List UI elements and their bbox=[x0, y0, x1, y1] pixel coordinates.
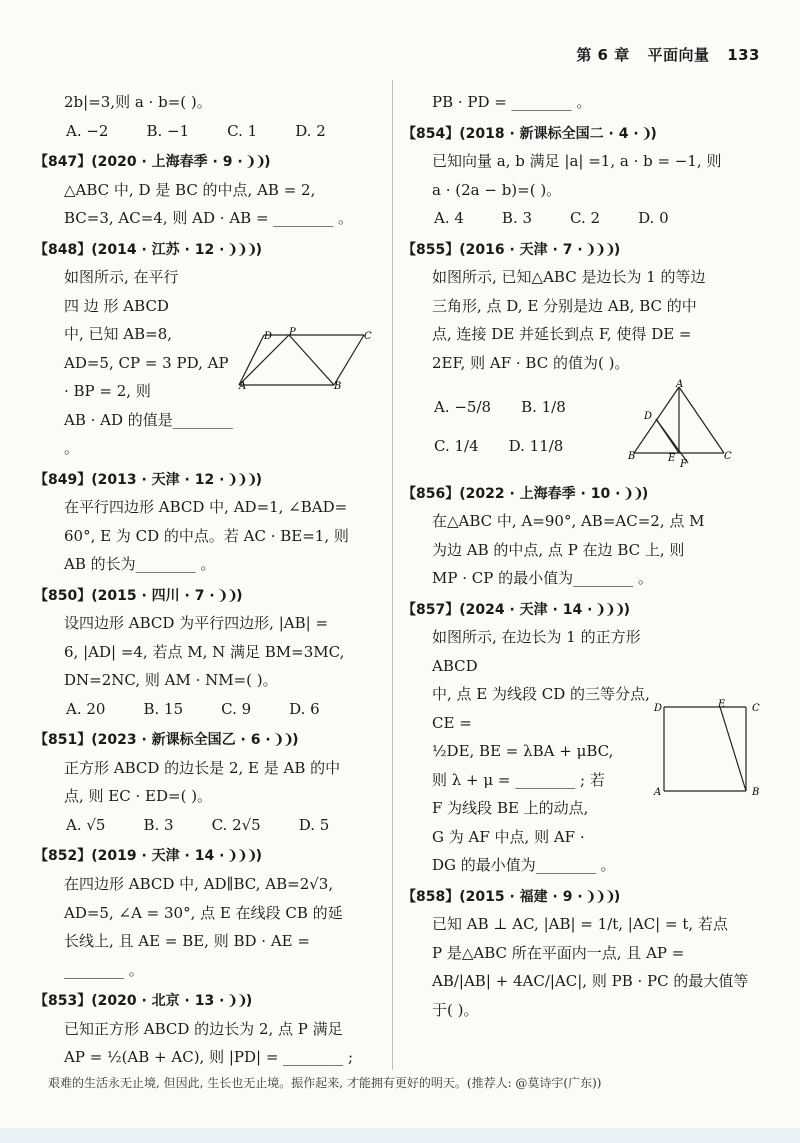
problem-line: 如图所示, 在边长为 1 的正方形 ABCD bbox=[432, 628, 641, 675]
problem-title bbox=[402, 597, 762, 624]
page-number: 133 bbox=[727, 46, 760, 64]
fig857-label-A: A bbox=[654, 786, 662, 797]
problem-line: DN=2NC, 则 AM · NM=( )。 bbox=[64, 671, 278, 690]
problem-source: 【858】(2015 · 福建 · 9 · bbox=[402, 888, 583, 905]
problem-line: 2b|=3,则 a · b=( )。 bbox=[64, 93, 212, 111]
fig848-segment-5 bbox=[289, 335, 334, 385]
problem-title bbox=[34, 843, 374, 870]
choices bbox=[412, 204, 669, 233]
close-paren: ) bbox=[292, 732, 299, 749]
problem-body bbox=[44, 870, 374, 984]
problem-line: 正方形 ABCD 的边长是 2, E 是 AB 的中 bbox=[64, 758, 341, 777]
choice-option: D. 5 bbox=[298, 815, 330, 834]
figure-wrapper bbox=[624, 377, 734, 477]
problem-line: 在△ABC 中, A=90°, AB=AC=2, 点 M bbox=[432, 512, 705, 531]
problem-857 bbox=[402, 597, 762, 880]
problem-title bbox=[34, 988, 374, 1015]
problem-line: 已知向量 a, b 满足 |a| =1, a · b = −1, 则 bbox=[432, 152, 722, 171]
choices bbox=[44, 117, 326, 146]
problem-line: AD=5, CP = 3 PD, AP · BP = 2, 则 bbox=[64, 353, 229, 401]
figure-wrapper bbox=[234, 323, 374, 403]
choice-option: B. 15 bbox=[143, 699, 184, 718]
problem-source: 【848】(2014 · 江苏 · 12 · bbox=[34, 241, 225, 258]
problem-line: 60°, E 为 CD 的中点。若 AC · BE=1, 则 bbox=[64, 526, 349, 545]
problem-line: AB 的长为________ 。 bbox=[64, 555, 216, 574]
choice-option: D. 0 bbox=[638, 209, 669, 228]
choices-row bbox=[44, 117, 374, 146]
bottom-band bbox=[0, 1128, 800, 1143]
close-paren: ) bbox=[255, 848, 263, 865]
difficulty-icon: ❩❩ bbox=[226, 993, 246, 1010]
problem-line: 为边 AB 的中点, 点 P 在边 BC 上, 则 bbox=[432, 540, 685, 559]
problem-line: △ABC 中, D 是 BC 的中点, AB = 2, bbox=[64, 180, 316, 199]
choices-row bbox=[44, 811, 374, 840]
problem-line: ________ 。 bbox=[64, 960, 144, 979]
problem-line: 于( )。 bbox=[432, 1000, 479, 1019]
fig855-label-B: B bbox=[628, 451, 636, 463]
problem-text bbox=[412, 910, 762, 1024]
problem-source: 【854】(2018 · 新课标全国二 · 4 · bbox=[402, 125, 639, 142]
choice-option: A. 20 bbox=[66, 699, 106, 718]
problem-title bbox=[34, 727, 374, 754]
fig855-label-E: E bbox=[668, 453, 676, 465]
choices bbox=[44, 695, 320, 724]
close-paren: ) bbox=[255, 471, 263, 488]
close-paren: ) bbox=[613, 888, 621, 905]
choice-option: D. 2 bbox=[295, 121, 326, 140]
problem-line: 已知 AB ⊥ AC, |AB| = 1/t, |AC| = t, 若点 bbox=[432, 915, 728, 934]
fig855-label-A: A bbox=[676, 379, 684, 391]
problem-source: 【852】(2019 · 天津 · 14 · bbox=[34, 848, 225, 865]
problem-856 bbox=[402, 481, 762, 593]
fig848-label-B: B bbox=[334, 381, 342, 393]
left-column bbox=[34, 88, 374, 1076]
choice-option: B. 1/8 bbox=[521, 398, 566, 417]
problem-line: 设四边形 ABCD 为平行四边形, |AB| = bbox=[64, 614, 329, 633]
problem-848 bbox=[34, 237, 374, 463]
fig855-label-F: F bbox=[680, 459, 687, 468]
problem-line: 点, 则 EC · ED=( )。 bbox=[64, 787, 213, 806]
page-header bbox=[564, 44, 760, 65]
problem-body bbox=[44, 493, 374, 579]
problem-text bbox=[44, 176, 374, 233]
problem-847 bbox=[34, 149, 374, 233]
problem-853 bbox=[34, 988, 374, 1072]
difficulty-icon: ❩❩❩ bbox=[226, 471, 256, 488]
problem-text bbox=[44, 493, 374, 579]
problem-body bbox=[44, 176, 374, 233]
problem-body bbox=[412, 263, 762, 377]
problem-852 bbox=[34, 843, 374, 984]
problem-text bbox=[44, 870, 374, 984]
problem-body bbox=[44, 88, 374, 117]
fig848-segment-1 bbox=[334, 335, 364, 385]
problem-846c bbox=[44, 88, 374, 145]
problem-body bbox=[412, 623, 762, 880]
fig857-figure bbox=[652, 697, 762, 797]
problem-line: 如图所示, 在平行 bbox=[64, 268, 179, 287]
problem-source: 【847】(2020 · 上海春季 · 9 · bbox=[34, 154, 243, 170]
choice-option: C. 2 bbox=[570, 209, 601, 228]
fig857-label-B: B bbox=[752, 786, 760, 797]
problem-source: 【853】(2020 · 北京 · 13 · bbox=[34, 993, 225, 1010]
problem-line: AD=5, ∠A = 30°, 点 E 在线段 CB 的延 bbox=[64, 903, 343, 922]
problem-title bbox=[402, 481, 762, 508]
close-paren: ) bbox=[613, 241, 621, 258]
problem-text bbox=[44, 609, 374, 695]
problem-line: AP = ½(AB + AC), 则 |PD| = ________ ; bbox=[64, 1048, 353, 1067]
right-column bbox=[402, 88, 762, 1028]
problem-title bbox=[402, 884, 762, 911]
problem-line: 中, 点 E 为线段 CD 的三等分点, CE = bbox=[432, 685, 650, 732]
problem-line: DG 的最小值为________ 。 bbox=[432, 856, 616, 875]
figure-wrapper bbox=[652, 697, 762, 807]
difficulty-icon: ❩ bbox=[640, 125, 651, 142]
problem-line: AB/|AB| + 4AC/|AC|, 则 PB · PC 的最大值等 bbox=[432, 972, 749, 991]
close-paren: ) bbox=[236, 587, 243, 604]
problem-line: 中, 已知 AB=8, bbox=[64, 325, 173, 344]
choice-option: A. −2 bbox=[66, 121, 109, 140]
problem-line: 长线上, 且 AE = BE, 则 BD · AE = bbox=[64, 932, 310, 951]
close-paren: ) bbox=[264, 154, 271, 170]
choice-option: C. 9 bbox=[221, 699, 252, 718]
fig857-label-C: C bbox=[752, 702, 760, 714]
fig855-segment-1 bbox=[679, 387, 724, 453]
choice-option: D. 6 bbox=[289, 699, 320, 718]
fig848-label-C: C bbox=[364, 331, 372, 343]
footer-quote: 艰难的生活永无止境, 但因此, 生长也无止境。振作起来, 才能拥有更好的明天。(推荐人: @莫诗宇(广东)) bbox=[48, 1076, 602, 1090]
problem-line: 在四边形 ABCD 中, AD∥BC, AB=2√3, bbox=[64, 875, 334, 894]
problem-body bbox=[44, 609, 374, 695]
problem-line: a · (2a − b)=( )。 bbox=[432, 180, 562, 199]
problem-text bbox=[412, 623, 652, 880]
problem-text bbox=[44, 1015, 374, 1072]
choice-option: A. √5 bbox=[66, 815, 106, 834]
problem-text bbox=[44, 754, 374, 811]
difficulty-icon: ❩❩ bbox=[622, 485, 642, 502]
difficulty-icon: ❩❩ bbox=[216, 587, 237, 604]
difficulty-icon: ❩❩❩ bbox=[584, 241, 614, 258]
problem-line: G 为 AF 中点, 则 AF · bbox=[432, 827, 585, 846]
fig855-label-D: D bbox=[644, 411, 653, 423]
difficulty-icon: ❩❩ bbox=[272, 732, 293, 749]
difficulty-icon: ❩❩❩ bbox=[584, 888, 614, 905]
problem-line: 2EF, 则 AF · BC 的值为( )。 bbox=[432, 353, 630, 372]
fig848-label-P: P bbox=[289, 327, 296, 339]
problem-text bbox=[44, 88, 374, 117]
problem-body bbox=[44, 754, 374, 811]
choices bbox=[412, 393, 624, 460]
difficulty-icon: ❩❩❩ bbox=[226, 848, 256, 865]
fig857-label-E: E bbox=[718, 698, 726, 710]
problem-850 bbox=[34, 583, 374, 724]
problem-858 bbox=[402, 884, 762, 1025]
fig857-segment-4 bbox=[720, 707, 746, 791]
fig848-label-D: D bbox=[264, 331, 273, 343]
problem-line: 已知正方形 ABCD 的边长为 2, 点 P 满足 bbox=[64, 1019, 343, 1038]
problem-text bbox=[412, 88, 762, 117]
choice-option: B. −1 bbox=[146, 121, 190, 140]
choice-option: C. 1/4 bbox=[434, 436, 479, 455]
problem-body bbox=[412, 910, 762, 1024]
close-paren: ) bbox=[255, 241, 263, 258]
fig848-segment-4 bbox=[239, 335, 289, 385]
problem-line: 6, |AD| =4, 若点 M, N 满足 BM=3MC, bbox=[64, 642, 345, 661]
column-divider bbox=[392, 80, 393, 1070]
difficulty-icon: ❩❩❩ bbox=[226, 241, 256, 258]
problem-text bbox=[412, 147, 762, 204]
choices bbox=[44, 811, 329, 840]
problem-851 bbox=[34, 727, 374, 839]
problem-line: 则 λ + μ = ________ ; 若 bbox=[432, 770, 605, 789]
problem-line: P 是△ABC 所在平面内一点, 且 AP = bbox=[432, 943, 685, 962]
problem-source: 【850】(2015 · 四川 · 7 · bbox=[34, 587, 215, 604]
problem-source: 【857】(2024 · 天津 · 14 · bbox=[402, 601, 593, 618]
problem-line: ½DE, BE = λBA + μBC, bbox=[432, 742, 614, 761]
problem-line: 四 边 形 ABCD bbox=[64, 296, 169, 315]
problem-line: AB · AD 的值是________ 。 bbox=[64, 410, 233, 458]
problem-source: 【856】(2022 · 上海春季 · 10 · bbox=[402, 485, 621, 502]
problem-853c bbox=[412, 88, 762, 117]
choices-row bbox=[412, 377, 762, 477]
choice-option: A. 4 bbox=[434, 209, 464, 228]
problem-line: PB · PD = ________ 。 bbox=[432, 93, 592, 111]
fig848-figure bbox=[234, 323, 374, 393]
problem-line: 在平行四边形 ABCD 中, AD=1, ∠BAD= bbox=[64, 498, 348, 517]
difficulty-icon: ❩❩ bbox=[244, 154, 265, 170]
fig855-figure bbox=[624, 377, 734, 467]
problem-title bbox=[34, 467, 374, 494]
chapter-label: 第 6 章 bbox=[576, 46, 630, 64]
choice-option: B. 3 bbox=[143, 815, 174, 834]
problem-title bbox=[34, 583, 374, 610]
problem-body bbox=[412, 147, 762, 204]
problem-title bbox=[34, 149, 374, 176]
chapter-title: 平面向量 bbox=[647, 46, 710, 64]
problem-title bbox=[402, 237, 762, 264]
close-paren: ) bbox=[641, 485, 649, 502]
choices-row bbox=[44, 695, 374, 724]
fig848-segment-3 bbox=[239, 335, 264, 385]
close-paren: ) bbox=[623, 601, 631, 618]
choices-row bbox=[412, 204, 762, 233]
problem-body bbox=[44, 1015, 374, 1072]
problem-title bbox=[402, 121, 762, 148]
choice-option: A. −5/8 bbox=[434, 398, 492, 417]
problem-line: F 为线段 BE 上的动点, bbox=[432, 799, 589, 818]
problem-text bbox=[412, 507, 762, 593]
problem-line: 三角形, 点 D, E 分别是边 AB, BC 的中 bbox=[432, 296, 697, 315]
problem-text bbox=[412, 263, 762, 377]
choice-option: B. 3 bbox=[501, 209, 533, 228]
problem-854 bbox=[402, 121, 762, 233]
problem-855 bbox=[402, 237, 762, 477]
problem-line: BC=3, AC=4, 则 AD · AB = ________ 。 bbox=[64, 209, 354, 228]
fig857-label-D: D bbox=[654, 702, 663, 714]
problem-source: 【851】(2023 · 新课标全国乙 · 6 · bbox=[34, 732, 271, 749]
problem-source: 【849】(2013 · 天津 · 12 · bbox=[34, 471, 225, 488]
problem-body bbox=[412, 88, 762, 117]
problem-text bbox=[44, 263, 234, 463]
fig855-label-C: C bbox=[724, 451, 732, 463]
close-paren: ) bbox=[650, 125, 657, 142]
problem-source: 【855】(2016 · 天津 · 7 · bbox=[402, 241, 583, 258]
problem-line: 如图所示, 已知△ABC 是边长为 1 的等边 bbox=[432, 268, 706, 287]
problem-body bbox=[44, 263, 374, 463]
choice-option: C. 2√5 bbox=[211, 815, 261, 834]
choice-option: D. 11/8 bbox=[508, 436, 564, 455]
problem-line: 点, 连接 DE 并延长到点 F, 使得 DE = bbox=[432, 325, 692, 344]
problem-title bbox=[34, 237, 374, 264]
problem-849 bbox=[34, 467, 374, 579]
difficulty-icon: ❩❩❩ bbox=[594, 601, 624, 618]
fig848-label-A: A bbox=[239, 381, 247, 393]
problem-line: MP · CP 的最小值为________ 。 bbox=[432, 569, 653, 588]
problem-body bbox=[412, 507, 762, 593]
close-paren: ) bbox=[245, 993, 253, 1010]
choice-option: C. 1 bbox=[227, 121, 258, 140]
